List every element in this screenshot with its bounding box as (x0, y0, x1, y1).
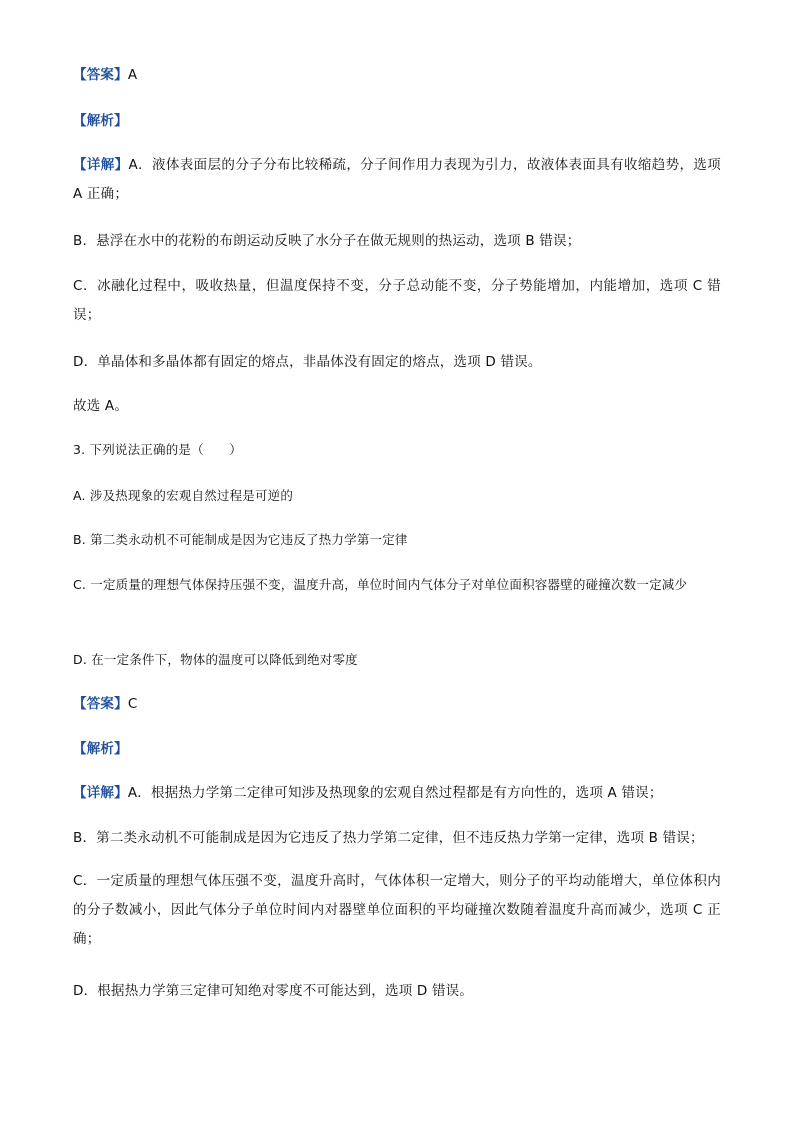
q3-stem: 3. 下列说法正确的是（ ） (73, 442, 242, 457)
q3-analysis-heading (73, 740, 128, 758)
q3-option-d: D. 在一定条件下，物体的温度可以降低到绝对零度 (73, 652, 358, 667)
detail-tag: 【详解】 (73, 785, 128, 801)
answer-tag: 【答案】 (73, 696, 128, 712)
analysis-tag: 【解析】 (73, 741, 128, 757)
analysis-tag: 【解析】 (73, 113, 128, 129)
q3-option-c: C. 一定质量的理想气体保持压强不变，温度升高，单位时间内气体分子对单位面积容器壁的碰撞次数一定减少 (73, 577, 688, 592)
q2-detail-a (73, 151, 721, 209)
q3-detail-a (73, 784, 663, 802)
q2-detail-c: C．冰融化过程中，吸收热量，但温度保持不变，分子总动能不变，分子势能增加，内能增加，选项 C 错误； (73, 278, 721, 323)
detail-a-text: A．液体表面层的分子分布比较稀疏，分子间作用力表现为引力，故液体表面具有收缩趋势，选项 A 正确； (73, 157, 721, 202)
q3-detail-c: C．一定质量的理想气体压强不变，温度升高时，气体体积一定增大，则分子的平均动能增大，单位体积内的分子数减小，因此气体分子单位时间内对器壁单位面积的平均碰撞次数随着温度升高而减少，选项 C 正确； (73, 873, 721, 947)
answer-value: C (127, 696, 138, 712)
q3-option-b: B. 第二类永动机不可能制成是因为它违反了热力学第一定律 (73, 532, 408, 547)
q3-answer-line (73, 695, 137, 713)
q2-answer-line (73, 66, 137, 84)
q2-detail-b: B．悬浮在水中的花粉的布朗运动反映了水分子在做无规则的热运动，选项 B 错误； (73, 233, 581, 249)
q2-detail-d: D．单晶体和多晶体都有固定的熔点，非晶体没有固定的熔点，选项 D 错误。 (73, 354, 542, 370)
detail-a-text: A．根据热力学第二定律可知涉及热现象的宏观自然过程都是有方向性的，选项 A 错误； (127, 785, 663, 801)
q2-conclusion: 故选 A。 (73, 398, 129, 414)
q3-option-a: A. 涉及热现象的宏观自然过程是可逆的 (73, 488, 294, 503)
answer-value: A (127, 67, 138, 83)
detail-tag: 【详解】 (73, 157, 129, 173)
answer-tag: 【答案】 (73, 67, 128, 83)
q2-analysis-heading (73, 112, 128, 130)
q3-detail-b: B．第二类永动机不可能制成是因为它违反了热力学第二定律，但不违反热力学第一定律，选项 B 错误； (73, 830, 704, 846)
q3-detail-d: D．根据热力学第三定律可知绝对零度不可能达到，选项 D 错误。 (73, 983, 474, 999)
